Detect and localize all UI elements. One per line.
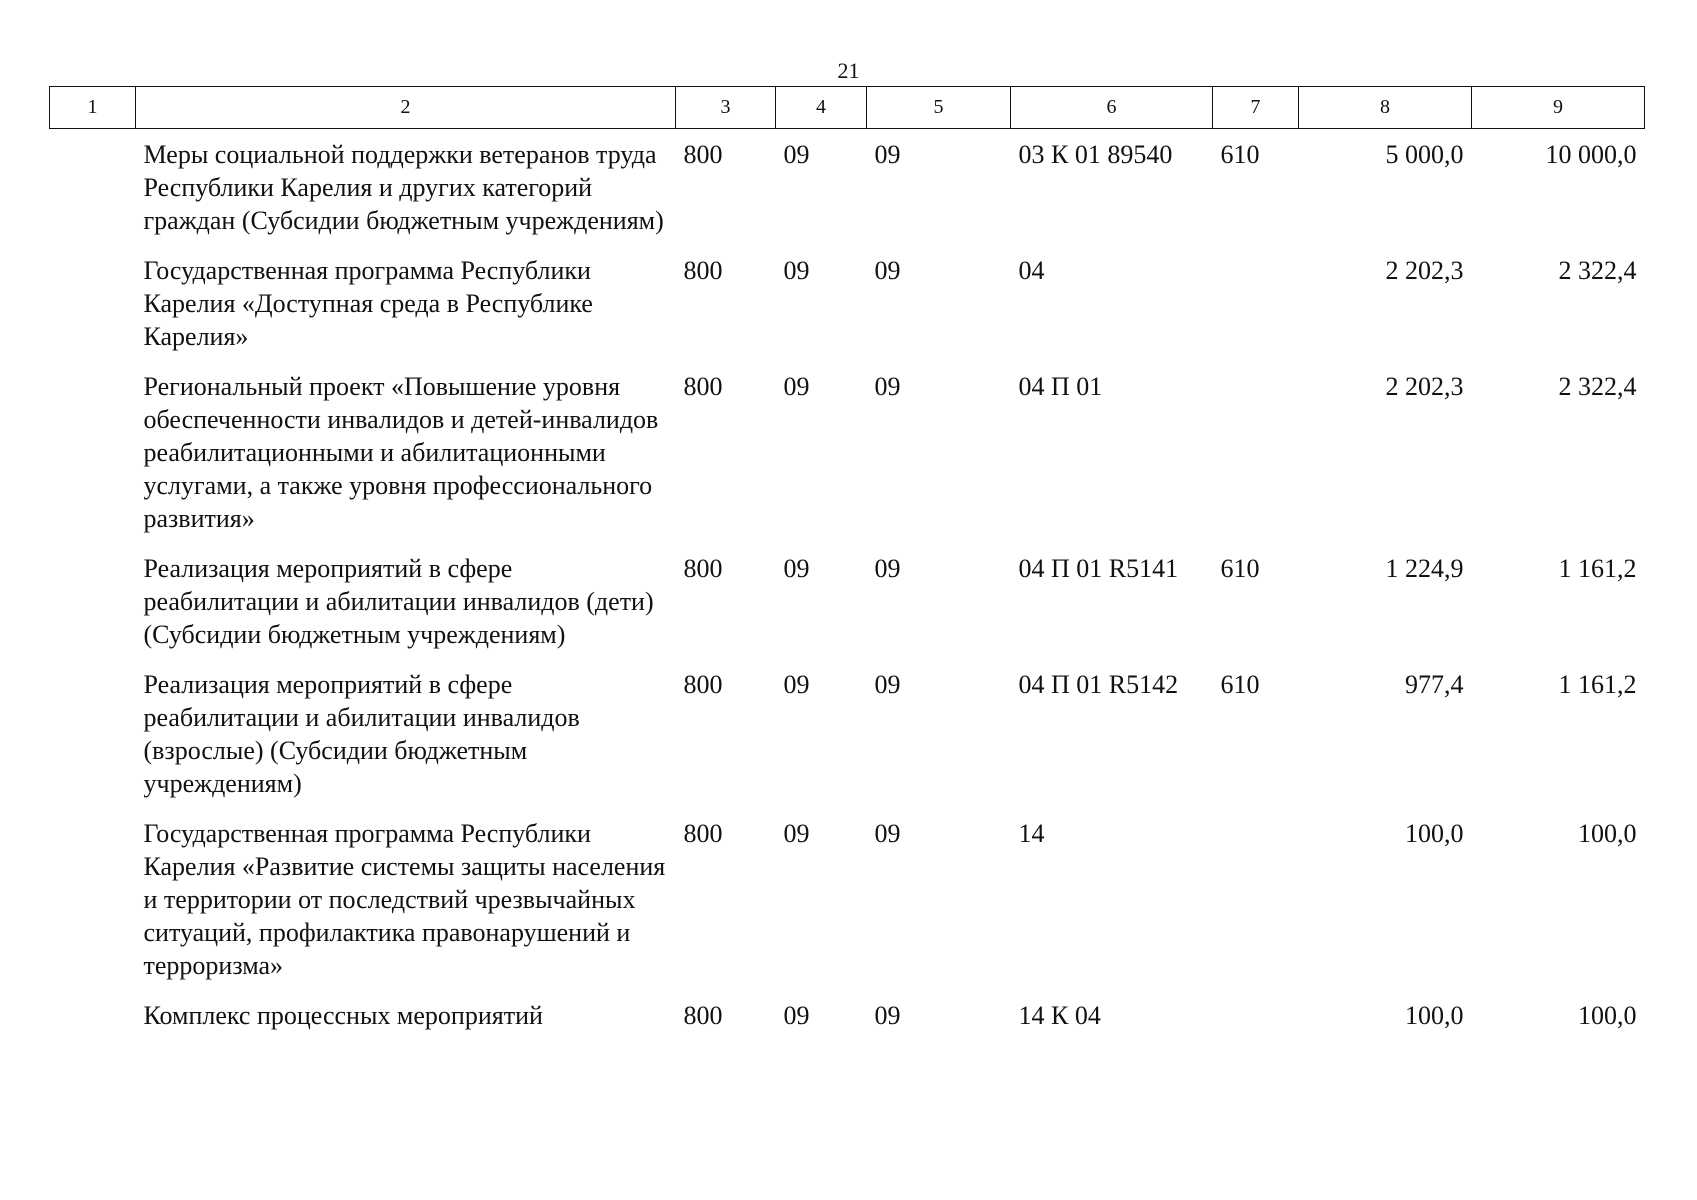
cell-col7	[1213, 254, 1299, 370]
cell-col1	[50, 129, 136, 255]
cell-col8: 1 224,9	[1385, 554, 1464, 583]
cell-col1	[50, 817, 136, 999]
column-header-4: 4	[776, 87, 867, 129]
cell-col9: 100,0	[1578, 1001, 1637, 1030]
cell-col1	[50, 999, 136, 1049]
cell-col6: 03 К 01 89540	[1018, 140, 1173, 169]
column-header-7: 7	[1213, 87, 1299, 129]
cell-name: Государственная программа Республики Карелия «Развитие системы защиты населения и территории от последствий чрезвычайных ситуаций, профилактика правонарушений и терроризма»	[143, 819, 666, 980]
cell-col4: 09	[783, 554, 810, 583]
cell-col8: 977,4	[1405, 670, 1464, 699]
cell-col4: 09	[783, 372, 810, 401]
cell-col8: 5 000,0	[1385, 140, 1464, 169]
cell-col5: 09	[874, 670, 901, 699]
table-row	[50, 370, 1645, 552]
column-header-9: 9	[1472, 87, 1645, 129]
table-row	[50, 999, 1645, 1049]
cell-col1	[50, 254, 136, 370]
cell-col8: 2 202,3	[1385, 256, 1464, 285]
table-row	[50, 668, 1645, 817]
column-number-row	[50, 87, 1645, 129]
cell-col3: 800	[683, 372, 723, 401]
table-row	[50, 254, 1645, 370]
cell-col4: 09	[783, 819, 810, 848]
table-row	[50, 129, 1645, 255]
table-row	[50, 552, 1645, 668]
cell-col6: 04 П 01 R5141	[1018, 554, 1179, 583]
table-row	[50, 817, 1645, 999]
table-header	[50, 87, 1645, 129]
cell-col6: 04	[1018, 256, 1045, 285]
cell-col6: 04 П 01	[1018, 372, 1103, 401]
cell-col1	[50, 370, 136, 552]
cell-col3: 800	[683, 140, 723, 169]
cell-col3: 800	[683, 819, 723, 848]
cell-col3: 800	[683, 670, 723, 699]
cell-col3: 800	[683, 1001, 723, 1030]
cell-col7: 610	[1220, 670, 1260, 699]
cell-col9: 1 161,2	[1558, 554, 1637, 583]
page-number: 21	[837, 58, 860, 83]
cell-name: Реализация мероприятий в сфере реабилитации и абилитации инвалидов (дети) (Субсидии бюджетным учреждениям)	[143, 554, 654, 649]
cell-col5: 09	[874, 140, 901, 169]
cell-name: Комплекс процессных мероприятий	[143, 1001, 543, 1030]
cell-col9: 2 322,4	[1558, 256, 1637, 285]
cell-col7: 610	[1220, 140, 1260, 169]
cell-col5: 09	[874, 256, 901, 285]
cell-col7	[1213, 999, 1299, 1049]
cell-col4: 09	[783, 670, 810, 699]
cell-col5: 09	[874, 554, 901, 583]
cell-col6: 14	[1018, 819, 1045, 848]
cell-col4: 09	[783, 1001, 810, 1030]
cell-col1	[50, 552, 136, 668]
cell-col7	[1213, 370, 1299, 552]
column-header-2: 2	[136, 87, 676, 129]
column-header-6: 6	[1011, 87, 1213, 129]
cell-name: Государственная программа Республики Карелия «Доступная среда в Республике Карелия»	[143, 256, 593, 351]
column-header-1: 1	[50, 87, 136, 129]
cell-col6: 14 К 04	[1018, 1001, 1101, 1030]
cell-col3: 800	[683, 554, 723, 583]
cell-col5: 09	[874, 372, 901, 401]
cell-col5: 09	[874, 819, 901, 848]
cell-col8: 100,0	[1405, 1001, 1464, 1030]
cell-col8: 100,0	[1405, 819, 1464, 848]
cell-col9: 2 322,4	[1558, 372, 1637, 401]
budget-table	[49, 86, 1645, 1049]
cell-col6: 04 П 01 R5142	[1018, 670, 1179, 699]
cell-col8: 2 202,3	[1385, 372, 1464, 401]
cell-col1	[50, 668, 136, 817]
column-header-3: 3	[676, 87, 776, 129]
cell-col9: 10 000,0	[1545, 140, 1637, 169]
cell-col9: 1 161,2	[1558, 670, 1637, 699]
cell-name: Реализация мероприятий в сфере реабилитации и абилитации инвалидов (взрослые) (Субсидии бюджетным учреждениям)	[143, 670, 580, 798]
column-header-8: 8	[1299, 87, 1472, 129]
cell-col4: 09	[783, 140, 810, 169]
cell-col9: 100,0	[1578, 819, 1637, 848]
column-header-5: 5	[867, 87, 1011, 129]
cell-name: Меры социальной поддержки ветеранов труда Республики Карелия и других категорий граждан (Субсидии бюджетным учреждениям)	[143, 140, 664, 235]
cell-col5: 09	[874, 1001, 901, 1030]
cell-col7	[1213, 817, 1299, 999]
cell-name: Региональный проект «Повышение уровня обеспеченности инвалидов и детей-инвалидов реабилитационными и абилитационными услугами, а также уровня профессионального развития»	[143, 372, 659, 533]
table-body	[50, 129, 1645, 1050]
cell-col3: 800	[683, 256, 723, 285]
cell-col4: 09	[783, 256, 810, 285]
cell-col7: 610	[1220, 554, 1260, 583]
